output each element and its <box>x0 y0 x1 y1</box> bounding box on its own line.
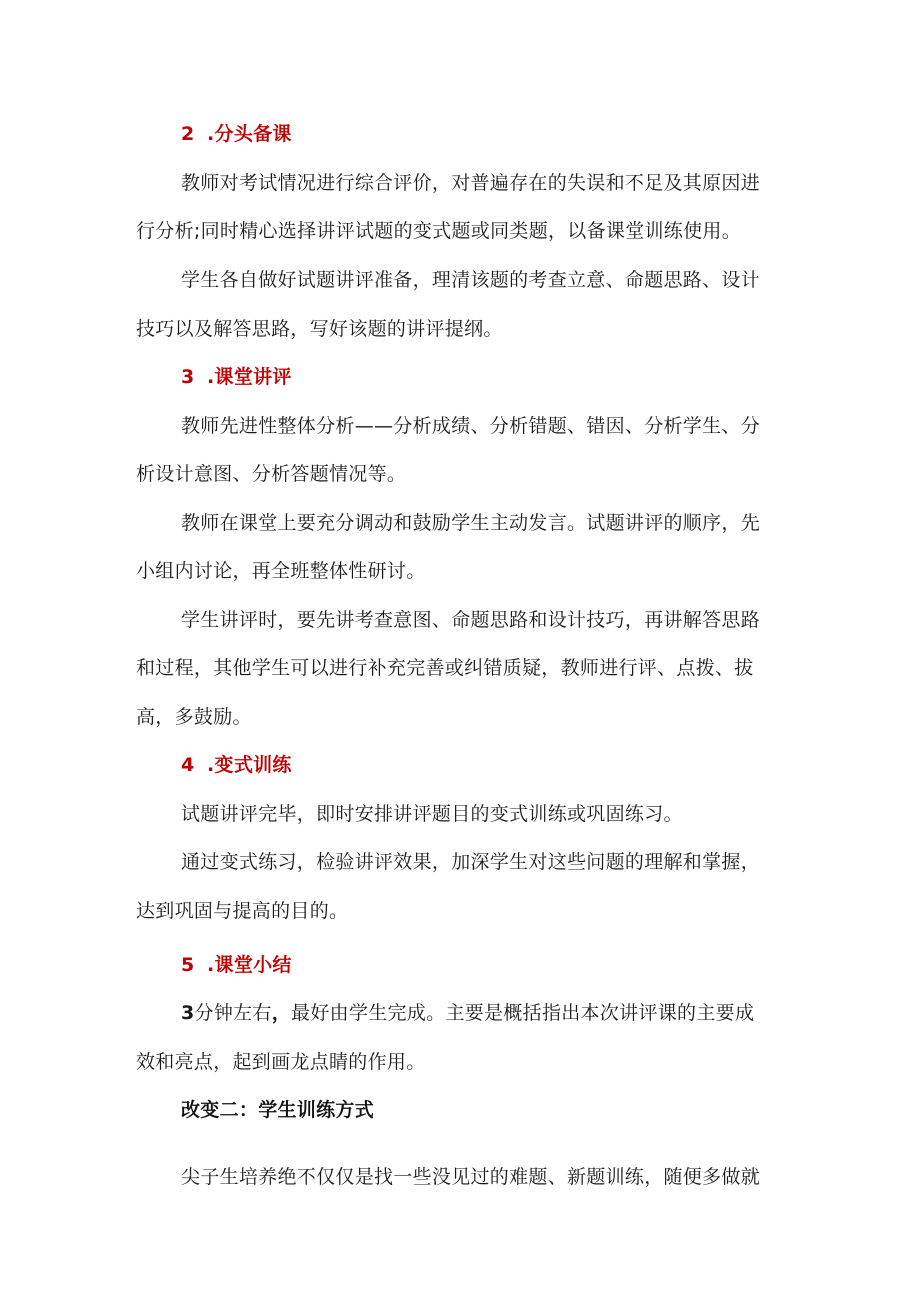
section-number: 3 <box>181 366 195 388</box>
bold-number: 3 <box>181 1002 195 1024</box>
paragraph-line: 学生各自做好试题讲评准备，理清该题的考查立意、命题思路、设计 <box>181 269 761 291</box>
section-number: 5 <box>181 954 195 976</box>
bold-comma: ， <box>271 1002 292 1024</box>
paragraph-line: 尖子生培养绝不仅仅是找一些没见过的难题、新题训练，随便多做就 <box>181 1166 761 1188</box>
paragraph-line: 教师在课堂上要充分调动和鼓励学生主动发言。试题讲评的顺序，先 <box>181 512 761 534</box>
paragraph-line: 和过程，其他学生可以进行补充完善或纠错质疑，教师进行评、点拨、拔 <box>136 657 754 679</box>
paragraph-line: 试题讲评完毕，即时安排讲评题目的变式训练或巩固练习。 <box>181 803 683 825</box>
section-heading-3 <box>181 364 292 390</box>
subheading-change-2: 改变二：学生训练方式 <box>181 1099 375 1121</box>
section-title: .课堂讲评 <box>207 366 292 388</box>
section-number: 4 <box>181 754 195 776</box>
section-heading-2 <box>181 121 292 147</box>
paragraph-line: 教师对考试情况进行综合评价，对普遍存在的失误和不足及其原因进 <box>181 172 761 194</box>
paragraph-line: 行分析;同时精心选择讲评试题的变式题或同类题，以备课堂训练使用。 <box>136 220 742 242</box>
text-span: 分钟左右 <box>194 1002 272 1024</box>
section-title: .课堂小结 <box>207 954 292 976</box>
paragraph-line: 通过变式练习，检验讲评效果，加深学生对这些问题的理解和掌握， <box>181 851 761 873</box>
paragraph-line: 学生讲评时，要先讲考查意图、命题思路和设计技巧，再讲解答思路 <box>181 609 761 631</box>
section-title: .分头备课 <box>207 123 292 145</box>
paragraph-line: 效和亮点，起到画龙点睛的作用。 <box>136 1051 426 1073</box>
paragraph-line: 小组内讨论，再全班整体性研讨。 <box>136 560 426 582</box>
paragraph-line <box>181 1000 754 1026</box>
paragraph-line: 高，多鼓励。 <box>136 706 252 728</box>
section-number: 2 <box>181 123 195 145</box>
section-heading-4 <box>181 752 292 778</box>
section-title: .变式训练 <box>207 754 292 776</box>
paragraph-line: 达到巩固与提高的目的。 <box>136 900 349 922</box>
paragraph-line: 技巧以及解答思路，写好该题的讲评提纲。 <box>136 318 503 340</box>
text-span: 最好由学生完成。主要是概括指出本次讲评课的主要成 <box>291 1002 755 1024</box>
paragraph-line: 教师先进性整体分析——分析成绩、分析错题、错因、分析学生、分 <box>181 415 761 437</box>
section-heading-5 <box>181 952 292 978</box>
paragraph-line: 析设计意图、分析答题情况等。 <box>136 463 407 485</box>
